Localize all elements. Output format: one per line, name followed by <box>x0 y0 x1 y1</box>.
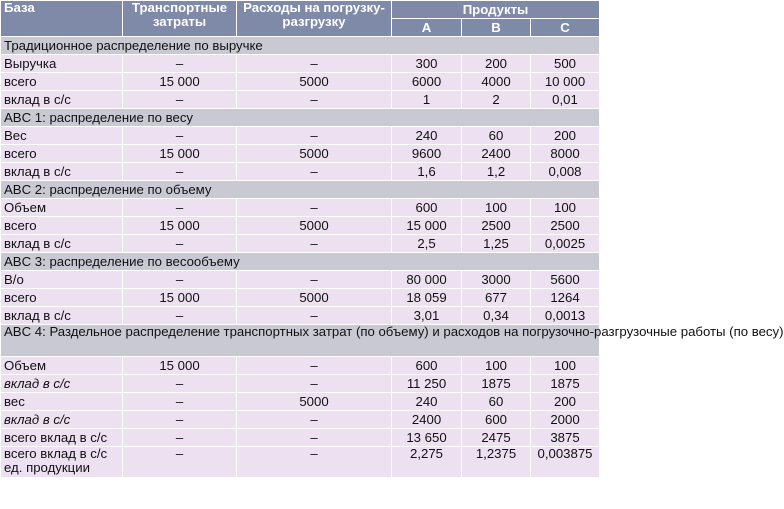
product-c-cell: 0,0025 <box>531 235 600 253</box>
loading-cell: – <box>237 91 392 109</box>
product-b-cell: 3000 <box>462 271 531 289</box>
product-a-cell: 300 <box>392 55 462 73</box>
transport-cell: 15 000 <box>123 145 237 163</box>
loading-cell: – <box>237 271 392 289</box>
table-row <box>1 429 600 447</box>
row-label: всего <box>1 289 123 307</box>
header-base: База <box>1 1 123 37</box>
loading-cell: 5000 <box>237 217 392 235</box>
loading-cell: – <box>237 357 392 375</box>
transport-cell: – <box>123 163 237 181</box>
product-a-cell: 15 000 <box>392 217 462 235</box>
table-row <box>1 91 600 109</box>
product-c-cell: 10 000 <box>531 73 600 91</box>
row-label: Объем <box>1 199 123 217</box>
header-product-a: А <box>392 19 462 37</box>
loading-cell: – <box>237 163 392 181</box>
table-row <box>1 393 600 411</box>
row-label: вклад в с/с <box>1 411 123 429</box>
product-c-cell: 500 <box>531 55 600 73</box>
row-label: всего <box>1 145 123 163</box>
transport-cell: 15 000 <box>123 217 237 235</box>
section-title: ABC 2: распределение по объему <box>1 181 600 199</box>
loading-cell: – <box>237 55 392 73</box>
loading-cell: 5000 <box>237 145 392 163</box>
product-b-cell: 677 <box>462 289 531 307</box>
section-title: ABC 3: распределение по весообъему <box>1 253 600 271</box>
product-a-cell: 240 <box>392 127 462 145</box>
loading-cell: – <box>237 199 392 217</box>
table-row <box>1 357 600 375</box>
header-product-c: С <box>531 19 600 37</box>
product-a-cell: 9600 <box>392 145 462 163</box>
product-a-cell: 600 <box>392 357 462 375</box>
header-loading: Расходы на погрузку-разгрузку <box>237 1 392 37</box>
row-label: вклад в с/с <box>1 91 123 109</box>
product-b-cell: 4000 <box>462 73 531 91</box>
row-label: В/о <box>1 271 123 289</box>
table-row <box>1 73 600 91</box>
row-label: вклад в с/с <box>1 375 123 393</box>
loading-cell: – <box>237 447 392 478</box>
table-row <box>1 411 600 429</box>
product-c-cell: 200 <box>531 393 600 411</box>
product-b-cell: 200 <box>462 55 531 73</box>
row-label: всего <box>1 73 123 91</box>
section-title: ABC 1: распределение по весу <box>1 109 600 127</box>
product-c-cell: 200 <box>531 127 600 145</box>
product-b-cell: 2 <box>462 91 531 109</box>
transport-cell: – <box>123 447 237 478</box>
section-header <box>1 37 600 55</box>
product-a-cell: 600 <box>392 199 462 217</box>
product-c-cell: 0,0013 <box>531 307 600 325</box>
table-row <box>1 217 600 235</box>
product-b-cell: 2500 <box>462 217 531 235</box>
section-title: Традиционное распределение по выручке <box>1 37 600 55</box>
loading-cell: 5000 <box>237 73 392 91</box>
transport-cell: – <box>123 235 237 253</box>
product-b-cell: 2400 <box>462 145 531 163</box>
product-c-cell: 100 <box>531 199 600 217</box>
row-label: вклад в с/с <box>1 307 123 325</box>
transport-cell: – <box>123 429 237 447</box>
product-b-cell: 100 <box>462 199 531 217</box>
header-product-b: В <box>462 19 531 37</box>
product-b-cell: 2475 <box>462 429 531 447</box>
transport-cell: – <box>123 307 237 325</box>
product-c-cell: 2500 <box>531 217 600 235</box>
table-row <box>1 235 600 253</box>
transport-cell: – <box>123 393 237 411</box>
product-a-cell: 1,6 <box>392 163 462 181</box>
product-b-cell: 1875 <box>462 375 531 393</box>
product-c-cell: 3875 <box>531 429 600 447</box>
loading-cell: 5000 <box>237 393 392 411</box>
transport-cell: – <box>123 271 237 289</box>
loading-cell: – <box>237 235 392 253</box>
header-row <box>1 1 600 19</box>
product-b-cell: 600 <box>462 411 531 429</box>
transport-cell: 15 000 <box>123 289 237 307</box>
header-transport: Транспортные затраты <box>123 1 237 37</box>
product-c-cell: 0,003875 <box>531 447 600 478</box>
product-c-cell: 0,008 <box>531 163 600 181</box>
product-c-cell: 5600 <box>531 271 600 289</box>
product-c-cell: 100 <box>531 357 600 375</box>
table-row <box>1 447 600 478</box>
loading-cell: – <box>237 307 392 325</box>
product-b-cell: 1,2 <box>462 163 531 181</box>
product-c-cell: 1875 <box>531 375 600 393</box>
loading-cell: – <box>237 411 392 429</box>
transport-cell: – <box>123 411 237 429</box>
product-a-cell: 2400 <box>392 411 462 429</box>
row-label: всего <box>1 217 123 235</box>
product-c-cell: 8000 <box>531 145 600 163</box>
loading-cell: – <box>237 127 392 145</box>
product-a-cell: 1 <box>392 91 462 109</box>
table-row <box>1 289 600 307</box>
product-c-cell: 1264 <box>531 289 600 307</box>
transport-cell: – <box>123 127 237 145</box>
transport-cell: – <box>123 55 237 73</box>
section-title: ABC 4: Раздельное распределение транспортных затрат (по объему) и расходов на погрузочно-разгрузочные работы (по весу) <box>1 325 600 357</box>
product-a-cell: 18 059 <box>392 289 462 307</box>
product-a-cell: 80 000 <box>392 271 462 289</box>
row-label: вклад в с/с <box>1 163 123 181</box>
transport-cell: – <box>123 91 237 109</box>
table-row <box>1 199 600 217</box>
table-row <box>1 127 600 145</box>
transport-cell: – <box>123 199 237 217</box>
product-a-cell: 2,275 <box>392 447 462 478</box>
loading-cell: 5000 <box>237 289 392 307</box>
product-c-cell: 0,01 <box>531 91 600 109</box>
product-b-cell: 60 <box>462 393 531 411</box>
row-label: всего вклад в с/с ед. продукции <box>1 447 123 478</box>
product-b-cell: 100 <box>462 357 531 375</box>
row-label: всего вклад в с/с <box>1 429 123 447</box>
transport-cell: 15 000 <box>123 357 237 375</box>
section-header <box>1 109 600 127</box>
transport-cell: – <box>123 375 237 393</box>
product-a-cell: 6000 <box>392 73 462 91</box>
table-row <box>1 145 600 163</box>
loading-cell: – <box>237 375 392 393</box>
table-row <box>1 307 600 325</box>
table-row <box>1 55 600 73</box>
transport-cell: 15 000 <box>123 73 237 91</box>
section-header <box>1 181 600 199</box>
product-a-cell: 2,5 <box>392 235 462 253</box>
product-a-cell: 3,01 <box>392 307 462 325</box>
row-label: Объем <box>1 357 123 375</box>
header-products: Продукты <box>392 1 600 19</box>
table-row <box>1 271 600 289</box>
product-a-cell: 13 650 <box>392 429 462 447</box>
section-header <box>1 253 600 271</box>
row-label: Выручка <box>1 55 123 73</box>
row-label: Вес <box>1 127 123 145</box>
product-a-cell: 240 <box>392 393 462 411</box>
product-b-cell: 60 <box>462 127 531 145</box>
product-c-cell: 2000 <box>531 411 600 429</box>
table-row <box>1 163 600 181</box>
row-label: вес <box>1 393 123 411</box>
loading-cell: – <box>237 429 392 447</box>
product-b-cell: 1,25 <box>462 235 531 253</box>
product-a-cell: 11 250 <box>392 375 462 393</box>
product-b-cell: 0,34 <box>462 307 531 325</box>
product-b-cell: 1,2375 <box>462 447 531 478</box>
section-header <box>1 325 600 357</box>
table-row <box>1 375 600 393</box>
row-label: вклад в с/с <box>1 235 123 253</box>
